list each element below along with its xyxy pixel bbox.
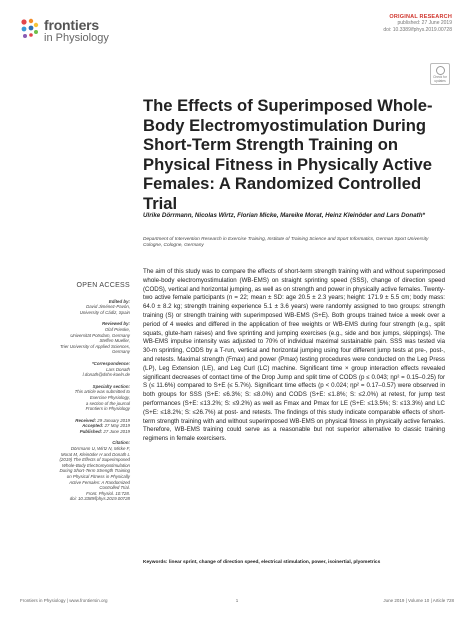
citation-line: (2019) The Effects of Superimposed	[59, 457, 130, 463]
reviewer-line: Steffen Mueller,	[99, 338, 130, 344]
citation-line: Dörrmann U, Wirtz N, Micke F,	[70, 446, 130, 452]
authors: Ulrike Dörrmann, Nicolas Wirtz, Florian Micke, Mareike Morat, Heinz Kleinöder and Lars Donath*	[143, 212, 425, 219]
reviewer-line: Olaf Prieske,	[104, 326, 130, 332]
correspondence-label: *Correspondence:	[91, 360, 130, 366]
correspondence-name: Lars Donath	[106, 366, 130, 372]
update-ring-icon	[436, 66, 445, 75]
page-number: 1	[235, 598, 239, 603]
citation-label: Citation:	[112, 440, 130, 446]
footer-volume-info: June 2019 | Volume 10 | Article 728	[383, 598, 454, 603]
check-for-updates-badge[interactable]	[430, 63, 450, 85]
article-sidebar	[44, 283, 130, 502]
open-access-label: OPEN ACCESS	[76, 282, 130, 289]
affiliation: Department of Intervention Research in Exercise Training, Institute of Training Science and Sport Informatics, German Sport University Cologne, Cologne, Germany	[143, 237, 429, 249]
citation-line: During Short-Term Strength Training	[59, 468, 130, 474]
article-title: The Effects of Superimposed Whole-Body Electromyostimulation During Short-Term Strength Training on Physical Fitness in Physically Active Females: A Randomized Controlled Trial	[143, 96, 433, 213]
article-type: ORIGINAL RESEARCH	[389, 14, 452, 20]
accepted-date: 27 May 2019	[104, 423, 130, 429]
journal-subname: in Physiology	[44, 32, 109, 44]
journal-name: frontiers	[44, 17, 99, 33]
publish-date: published: 27 June 2019	[397, 20, 452, 27]
citation-line: on Physical Fitness in Physically	[66, 474, 130, 480]
journal-logo	[20, 15, 140, 45]
frontiers-logo-icon	[20, 18, 40, 40]
specialty-line: Exercise Physiology,	[89, 394, 130, 400]
citation-line: Whole-Body Electromyostimulation	[61, 462, 130, 468]
specialty-line: This article was submitted to	[74, 389, 130, 395]
check-updates-line2: updates	[434, 78, 446, 83]
correspondence-email[interactable]: l.donath@dshs-koeln.de	[82, 372, 130, 378]
keywords: Keywords: linear sprint, change of direction speed, electrical stimulation, power, isoinertial, plyometrics	[143, 560, 381, 565]
specialty-line: Frontiers in Physiology	[85, 406, 130, 412]
published-label: Published:	[79, 428, 103, 434]
check-updates-line1: Check for	[433, 75, 447, 79]
citation-line: Active Females: A Randomized	[69, 479, 130, 485]
page-footer	[20, 598, 454, 603]
published-date: 27 June 2019	[103, 428, 130, 434]
footer-journal-link[interactable]: Frontiers in Physiology | www.frontiersin.org	[20, 598, 108, 603]
specialty-label: Specialty section:	[92, 383, 130, 389]
received-date: 29 January 2019	[97, 417, 130, 423]
citation-line: Morat M, Kleinöder H and Donath L	[60, 451, 130, 457]
edited-by-label: Edited by:	[108, 298, 130, 304]
citation-line: Controlled Trial.	[99, 485, 130, 491]
reviewer-line: Universität Potsdam, Germany	[70, 332, 130, 338]
received-label: Received:	[75, 417, 97, 423]
article-header-info	[383, 14, 452, 33]
specialty-line: a section of the journal	[85, 400, 130, 406]
abstract: The aim of this study was to compare the effects of short-term strength training with and without superimposed whole-body electromyostimulation (WB-EMS) on straight sprinting speed (SSS), change of direction speed (CODS), vertical and horizontal jumping, as well as on strength and power in physically active females. Twenty-two active female participants (n = 22; mean ± SD: age 20.5 ± 2.3 years; height: 171.9 ± 5.5 cm; body mass: 64.0 ± 8.2 kg; strength training experience 5.1 ± 3.6 years) were randomly assigned to two groups: strength training (S) or strength training with superimposed WB-EMS (S+E). Both groups trained twice a week over a period of 4 weeks and differed in the application of free weights or WB-EMS during four strength (e.g., split squats, glute-ham raises) and five sprinting and jumping exercises (e.g., side and box jumps, skippings). The WB-EMS impulse intensity was adjusted to 70% of individual maximal sustainable pain. SSS was tested via 30-m sprinting, CODS by a T-run, vertical and horizontal jumping using four different jump tests at pre-, post-, and retests. Maximal strength (Fmax) and power (Pmax) testing procedures were conducted on the Leg Press (LP), Leg Extension (LE), and Leg Curl (LC) machine. Significant time × group interaction effects revealed significant decreases of contact time of the Drop Jump and split time of CODS (p ≤ 0.043; ηp² = 0.15–0.25) for S (≤ 11.6%) compared to S+E (≤ 5.7%). Significant time effects (p < 0.024; ηp² = 0.17–0.57) were observed in both groups for SSS (S+E: ≤6.3%; S: ≤8.0%) and CODS (S+E: ≤1.8%; S: ≤2.0%) at retest, for jump test performances (S+E: ≤13.2%; S: ≤9.2%) as well as Fmax and Pmax for LE (S+E: ≤13.5%; S: ≤13.3%) and LC (S+E: ≤18.2%; S: ≤26.7%) at post- and retests. The findings of this study indicate comparable effects of short-term strength training with and without superimposed WB-EMS on physical fitness in physically active females. Therefore, WB-EMS training could serve as a reasonable but not superior alternative to classic training regimens in female exercisers.	[143, 268, 445, 443]
citation-doi[interactable]: doi: 10.3389/fphys.2019.00728	[69, 496, 130, 502]
reviewer-line: Germany	[111, 349, 130, 355]
editor-line: David Jiménez-Pavón,	[86, 304, 130, 310]
reviewer-line: Trier University of Applied Sciences,	[59, 343, 130, 349]
accepted-label: Accepted:	[82, 423, 104, 429]
citation-line: Front. Physiol. 10:728.	[86, 490, 130, 496]
editor-line: University of Cádiz, Spain	[79, 309, 130, 315]
reviewed-by-label: Reviewed by:	[101, 321, 130, 327]
doi[interactable]: doi: 10.3389/fphys.2019.00728	[383, 26, 452, 33]
dates-block	[44, 418, 130, 435]
